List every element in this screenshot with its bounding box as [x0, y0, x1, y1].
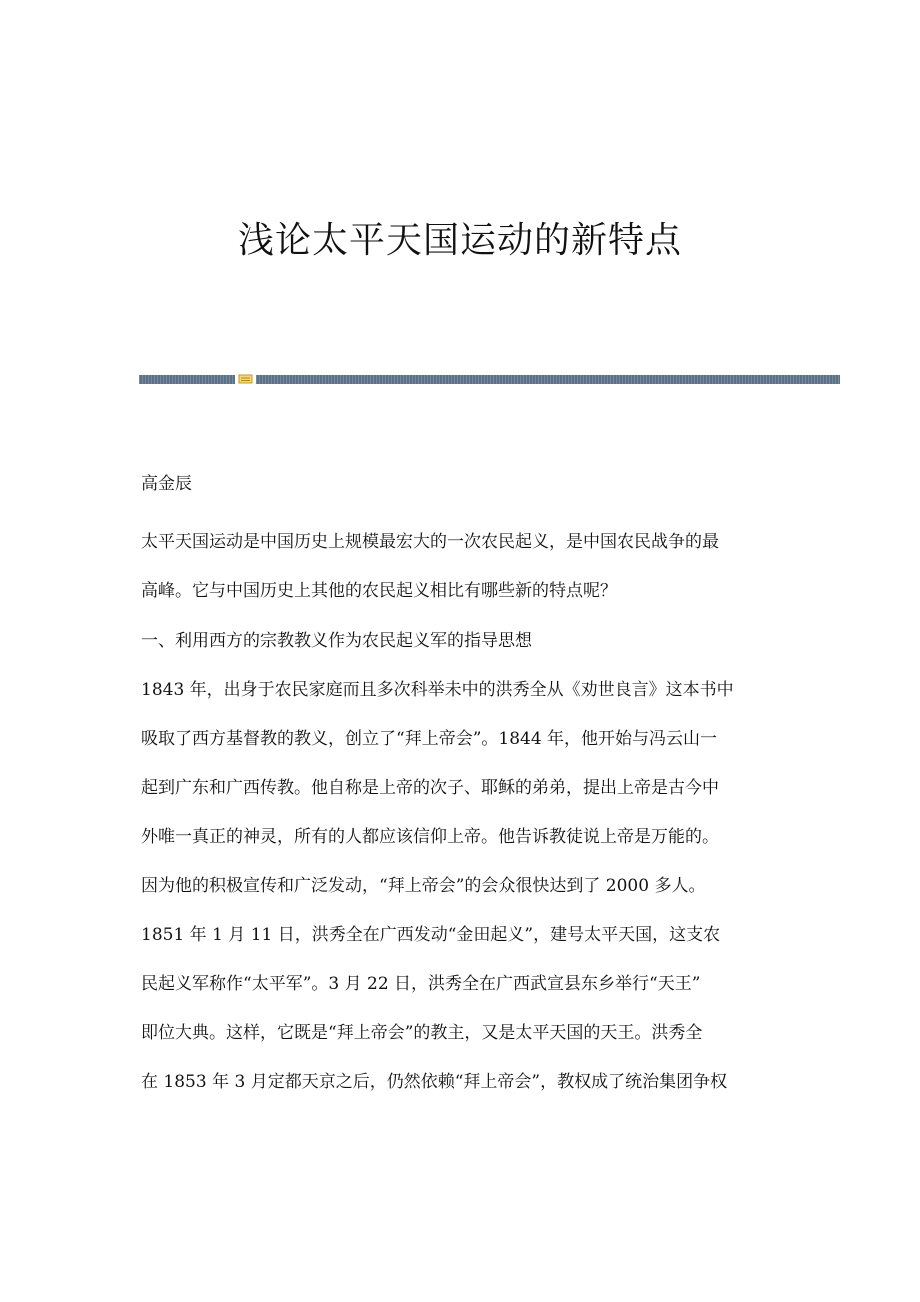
section-heading: 一、利用西方的宗教教义作为农民起义军的指导思想 — [141, 631, 532, 651]
text-line: 起到广东和广西传教。他自称是上帝的次子、耶稣的弟弟，提出上帝是古今中 — [141, 778, 719, 798]
text-line: 民起义军称作“太平军”。3 月 22 日，洪秀全在广西武宣县东乡举行“天王” — [141, 974, 701, 994]
intro-paragraph — [141, 518, 781, 616]
document-title: 浅论太平天国运动的新特点 — [237, 220, 682, 261]
divider-bar-left — [139, 375, 235, 384]
text-line: 因为他的积极宣传和广泛发动，“拜上帝会”的会众很快达到了 2000 多人。 — [141, 876, 706, 896]
body-paragraph — [141, 666, 781, 1107]
small-gold-ornament-icon — [238, 373, 253, 385]
text-line: 太平天国运动是中国历史上规模最宏大的一次农民起义，是中国农民战争的最 — [141, 532, 719, 552]
author-name: 高金辰 — [141, 474, 192, 494]
text-line: 1851 年 1 月 11 日，洪秀全在广西发动“金田起义”，建号太平天国，这支农 — [141, 925, 721, 945]
text-line: 在 1853 年 3 月定都天京之后，仍然依赖“拜上帝会”，教权成了统治集团争权 — [141, 1072, 728, 1092]
text-line: 1843 年，出身于农民家庭而且多次科举未中的洪秀全从《劝世良言》这本书中 — [141, 680, 734, 700]
text-line: 高峰。它与中国历史上其他的农民起义相比有哪些新的特点呢？ — [141, 581, 617, 601]
text-line: 外唯一真正的神灵，所有的人都应该信仰上帝。他告诉教徒说上帝是万能的。 — [141, 827, 719, 847]
text-line: 吸取了西方基督教的教义，创立了“拜上帝会”。1844 年，他开始与冯云山一 — [141, 729, 718, 749]
document-body — [141, 466, 781, 1108]
divider-bar-right — [256, 375, 840, 384]
text-line: 即位大典。这样，它既是“拜上帝会”的教主，又是太平天国的天王。洪秀全 — [141, 1023, 703, 1043]
title-divider — [139, 375, 840, 384]
